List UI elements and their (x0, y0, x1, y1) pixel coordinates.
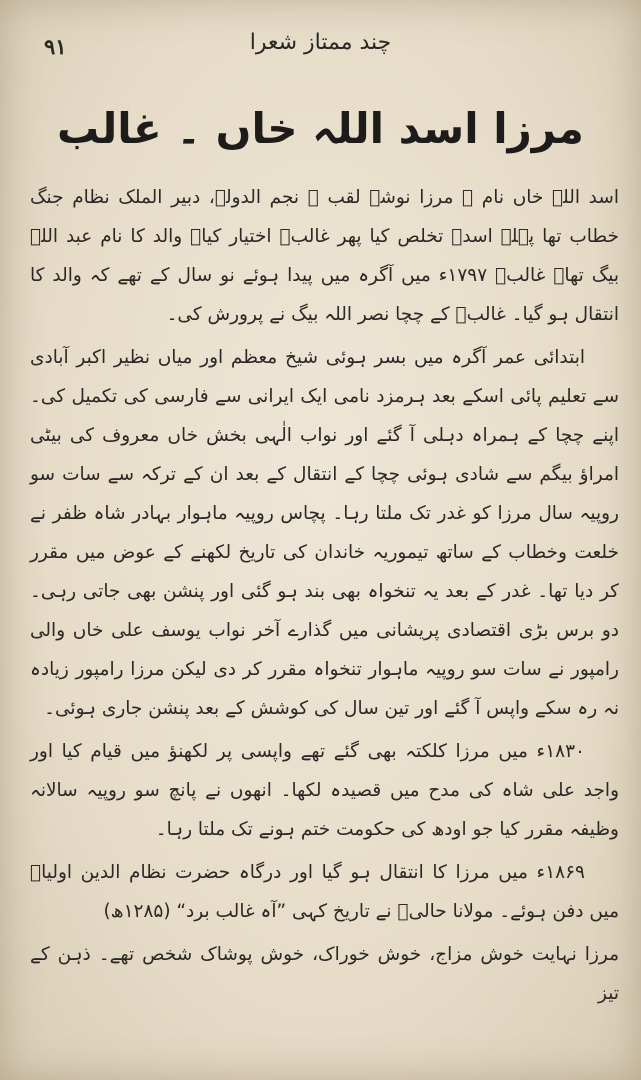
paragraph-intro: اسد اللہ خاں نام ۔ مرزا نوشہ لقب ۔ نجم الدولہ، دبیر الملک نظام جنگ خطاب تھا پہلے اسدؔ تخلص کیا پھر غالبؔ اختیار کیا۔ والد کا نام عبد اللہ بیگ تھا۔ غالبؔ ۱۷۹۷ء میں آگرہ میں پیدا ہوئے نو سال کے تھے کہ والد کا انتقال ہو گیا۔ غالبؔ کے چچا نصر اللہ بیگ نے پرورش کی۔ (30, 187, 620, 325)
chapter-title: مرزا اسد اللہ خاں ۔ غالب (57, 104, 584, 153)
body-text (30, 178, 619, 1013)
running-head: چند ممتاز شعرا (249, 30, 392, 55)
paragraph-temperament: مرزا نہایت خوش مزاج، خوش خوراک، خوش پوشاک شخص تھے۔ ذہن کے تیز (30, 944, 619, 1004)
paragraph-calcutta: ۱۸۳۰ء میں مرزا کلکتہ بھی گئے تھے واپسی پر لکھنؤ میں قیام کیا اور واجد علی شاہ کی مدح میں قصیدہ لکھا۔ انھوں نے پانچ سو روپیہ سالانہ وظیفہ مقرر کیا جو اودھ کی حکومت ختم ہونے تک ملتا رہا۔ (30, 741, 619, 840)
page-number: ۹۱ (44, 34, 67, 59)
paragraph-education: ابتدائی عمر آگرہ میں بسر ہوئی شیخ معظم اور میاں نظیر اکبر آبادی سے تعلیم پائی اسکے بعد ہرمزد نامی ایک ایرانی سے فارسی کی تکمیل کی۔ اپنے چچا کے ہمراہ دہلی آ گئے اور نواب الٰہی بخش خاں معروف کی بیٹی امراؤ بیگم سے شادی ہوئی چچا کے انتقال کے بعد ان کے ترکہ سے سات سو روپیہ سال مرزا کو غدر تک ملتا رہا۔ پچاس روپیہ ماہوار بہادر شاہ ظفر نے خلعت وخطاب کے ساتھ تیموریہ خاندان کی تاریخ لکھنے کے عوض میں مقرر کر دیا تھا۔ غدر کے بعد یہ تنخواہ بھی بند ہو گئی اور پنشن بھی جاتی رہی۔ دو برس بڑی اقتصادی پریشانی میں گذارے آخر نواب یوسف علی خاں والی رامپور نے سات سو روپیہ ماہوار تنخواہ مقرر کر دی لیکن مرزا رامپور زیادہ نہ رہ سکے واپس آ گئے اور تین سال کی کوشش کے بعد پنشن جاری ہوئی۔ (30, 347, 619, 719)
paragraph-death: ۱۸۶۹ء میں مرزا کا انتقال ہو گیا اور درگاہ حضرت نظام الدین اولیاؒ میں دفن ہوئے۔ مولانا حالیؔ نے تاریخ کہی ”آہ غالب برد“ (۱۲۸۵ھ) (30, 862, 619, 922)
